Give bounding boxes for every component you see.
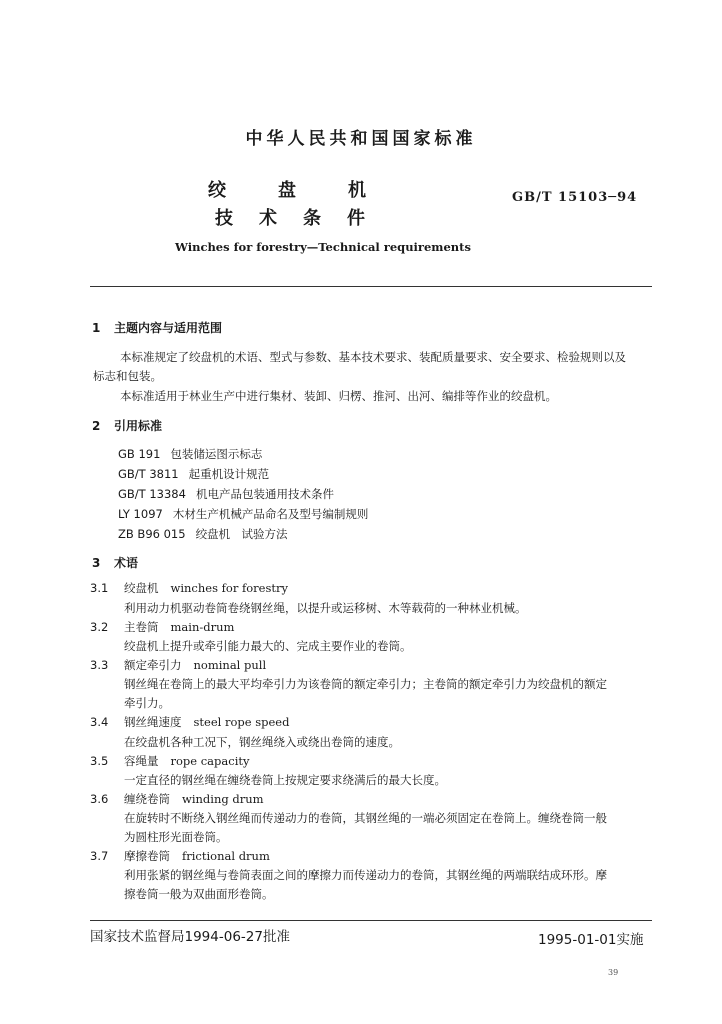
term-heading <box>90 580 288 596</box>
term-english: steel rope speed <box>193 715 290 729</box>
reference-item <box>118 466 269 482</box>
term-definition: 在旋转时不断绕入钢丝绳而传递动力的卷筒，其钢丝绳的一端必须固定在卷筒上。缠绕卷筒一般 <box>124 811 607 825</box>
term-chinese: 缠绕卷筒 <box>124 792 170 806</box>
reference-code: GB 191 <box>118 447 161 461</box>
term-definition: 在绞盘机各种工况下，钢丝绳绕入或绕出卷筒的速度。 <box>124 735 400 749</box>
section-title: 引用标准 <box>114 419 163 433</box>
term-number: 3.1 <box>90 581 109 595</box>
reference-code: GB/T 13384 <box>118 487 186 501</box>
term-english: main-drum <box>170 620 235 634</box>
section-3-heading <box>92 554 138 571</box>
reference-name: 包装储运图示标志 <box>170 447 263 461</box>
term-definition: 钢丝绳在卷筒上的最大平均牵引力为该卷筒的额定牵引力；主卷筒的额定牵引力为绞盘机的额定 <box>124 677 607 691</box>
term-definition: 利用张紧的钢丝绳与卷筒表面之间的摩擦力而传递动力的卷筒，其钢丝绳的两端联结成环形。摩 <box>124 868 607 882</box>
section-1-heading <box>92 319 222 336</box>
term-number: 3.3 <box>90 658 109 672</box>
section-number: 2 <box>92 419 101 433</box>
approval-date: 国家技术监督局1994-06-27批准 <box>90 929 290 945</box>
term-heading <box>90 848 270 864</box>
reference-name: 机电产品包装通用技术条件 <box>195 487 334 501</box>
term-definition: 擦卷筒一般为双曲面形卷筒。 <box>124 887 274 901</box>
term-heading <box>90 791 264 807</box>
reference-code: LY 1097 <box>118 507 163 521</box>
term-definition: 利用动力机驱动卷筒卷绕钢丝绳，以提升或运移树、木等载荷的一种林业机械。 <box>124 601 527 615</box>
title-line-2: 技术条件 <box>215 208 391 229</box>
reference-name: 起重机设计规范 <box>188 467 270 481</box>
reference-item <box>118 506 368 522</box>
reference-item <box>118 446 262 462</box>
footer-divider <box>90 920 652 921</box>
term-number: 3.7 <box>90 849 109 863</box>
reference-name: 木材生产机械产品命名及型号编制规则 <box>172 507 369 521</box>
term-definition: 牵引力。 <box>124 696 170 710</box>
term-number: 3.4 <box>90 715 109 729</box>
term-chinese: 容绳量 <box>124 754 159 768</box>
section-1-para2: 本标准适用于林业生产中进行集材、装卸、归楞、推河、出河、编排等作业的绞盘机。 <box>120 389 557 403</box>
english-title: Winches for forestry—Technical requirements <box>175 240 471 254</box>
term-english: frictional drum <box>182 849 270 863</box>
document-header: 中华人民共和国国家标准 <box>245 129 477 149</box>
page-number: 39 <box>608 968 619 977</box>
title-line-1: 绞盘机 <box>208 180 418 201</box>
term-heading <box>90 714 289 730</box>
reference-item <box>118 486 334 502</box>
term-heading <box>90 619 234 635</box>
term-definition: 一定直径的钢丝绳在缠绕卷筒上按规定要求绕满后的最大长度。 <box>124 773 446 787</box>
term-english: winches for forestry <box>170 581 288 595</box>
term-heading <box>90 657 266 673</box>
term-chinese: 绞盘机 <box>124 581 159 595</box>
term-english: rope capacity <box>170 754 250 768</box>
section-1-para1-line2: 标志和包装。 <box>93 369 162 383</box>
term-number: 3.6 <box>90 792 109 806</box>
term-chinese: 主卷筒 <box>124 620 159 634</box>
term-number: 3.2 <box>90 620 109 634</box>
section-number: 1 <box>92 321 101 335</box>
section-title: 主题内容与适用范围 <box>114 321 223 335</box>
reference-code: GB/T 3811 <box>118 467 179 481</box>
effective-date: 1995-01-01实施 <box>538 932 644 948</box>
standard-number: GB/T 15103─94 <box>512 190 638 205</box>
term-english: winding drum <box>182 792 264 806</box>
term-definition: 为圆柱形光面卷筒。 <box>124 830 228 844</box>
reference-code: ZB B96 015 <box>118 527 186 541</box>
term-definition: 绞盘机上提升或牵引能力最大的、完成主要作业的卷筒。 <box>124 639 412 653</box>
section-1-para1-line1: 本标准规定了绞盘机的术语、型式与参数、基本技术要求、装配质量要求、安全要求、检验规则以及 <box>120 350 626 364</box>
term-heading <box>90 753 250 769</box>
term-chinese: 摩擦卷筒 <box>124 849 170 863</box>
term-english: nominal pull <box>193 658 267 672</box>
header-divider <box>90 286 652 287</box>
term-chinese: 钢丝绳速度 <box>124 715 182 729</box>
section-number: 3 <box>92 556 101 570</box>
section-2-heading <box>92 417 162 434</box>
section-title: 术语 <box>114 556 139 570</box>
term-chinese: 额定牵引力 <box>124 658 182 672</box>
reference-item <box>118 526 288 542</box>
reference-name: 绞盘机 试验方法 <box>195 527 288 541</box>
term-number: 3.5 <box>90 754 109 768</box>
